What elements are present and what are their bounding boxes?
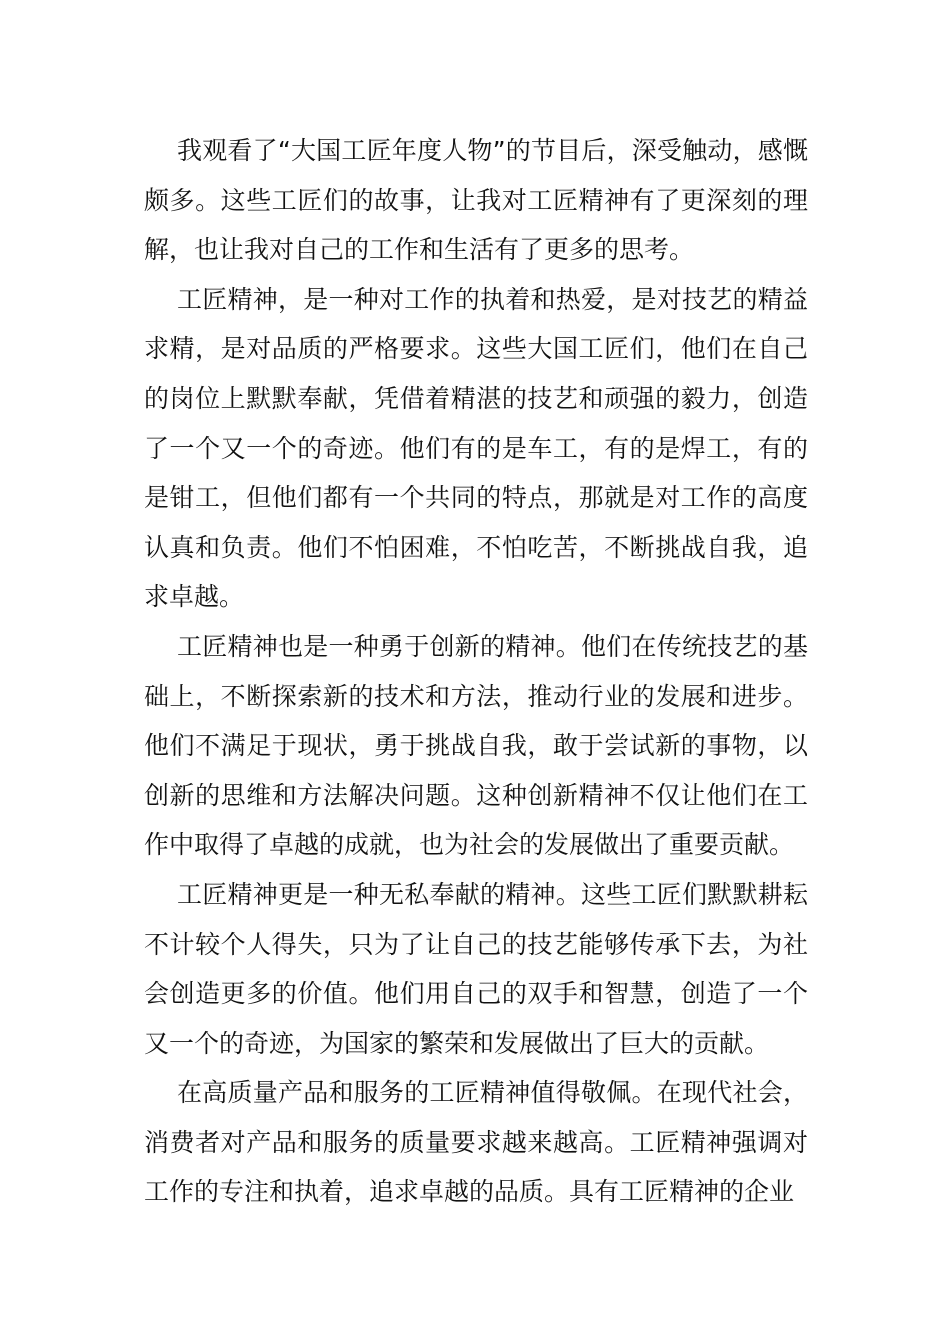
- paragraph-3: 工匠精神也是一种勇于创新的精神。他们在传统技艺的基础上，不断探索新的技术和方法，推动行业的发展和进步。他们不满足于现状，勇于挑战自我，敢于尝试新的事物，以创新的思维和方法解决问题。这种创新精神不仅让他们在工作中取得了卓越的成就，也为社会的发展做出了重要贡献。: [144, 631, 808, 860]
- document-body: [144, 126, 808, 1217]
- paragraph-2: 工匠精神，是一种对工作的执着和热爱，是对技艺的精益求精，是对品质的严格要求。这些大国工匠们，他们在自己的岗位上默默奉献，凭借着精湛的技艺和顽强的毅力，创造了一个又一个的奇迹。他们有的是车工，有的是焊工，有的是钳工，但他们都有一个共同的特点，那就是对工作的高度认真和负责。他们不怕困难，不怕吃苦，不断挑战自我，追求卓越。: [144, 284, 808, 612]
- paragraph-1: 我观看了“大国工匠年度人物”的节目后，深受触动，感慨颇多。这些工匠们的故事，让我对工匠精神有了更深刻的理解，也让我对自己的工作和生活有了更多的思考。: [144, 136, 808, 265]
- paragraph-5: 在高质量产品和服务的工匠精神值得敬佩。在现代社会，消费者对产品和服务的质量要求越来越高。工匠精神强调对工作的专注和执着，追求卓越的品质。具有工匠精神的企业: [144, 1078, 808, 1207]
- paragraph-4: 工匠精神更是一种无私奉献的精神。这些工匠们默默耕耘不计较个人得失，只为了让自己的技艺能够传承下去，为社会创造更多的价值。他们用自己的双手和智慧，创造了一个又一个的奇迹，为国家的繁荣和发展做出了巨大的贡献。: [144, 879, 808, 1058]
